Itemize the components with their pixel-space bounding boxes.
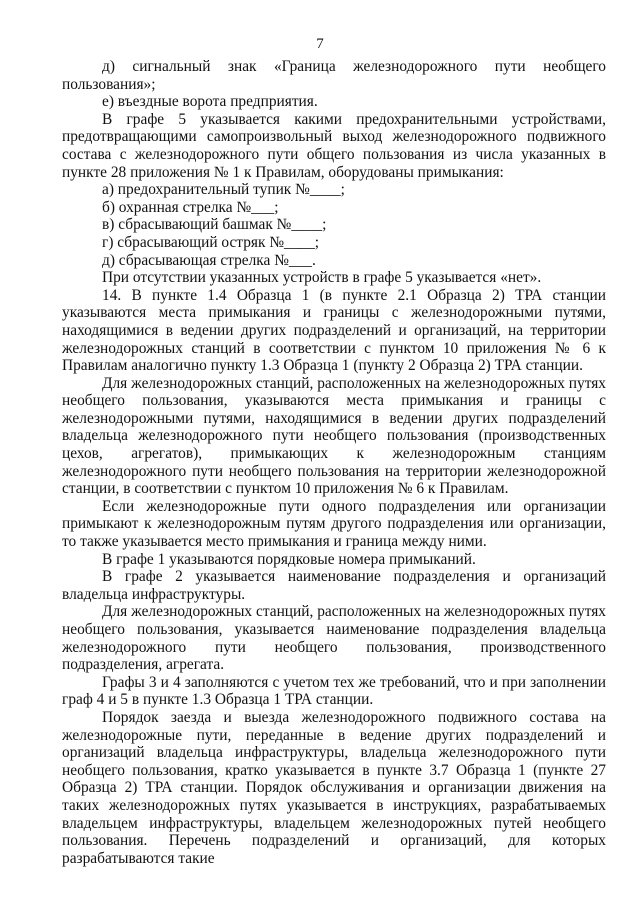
list-item: а) предохранительный тупик №____;: [102, 181, 345, 199]
paragraph: Если железнодорожные пути одного подразделения или организации примыкают к железнодорожным путям другого подразделения или организации, то также указывается место примыкания и граница между ними.: [62, 497, 606, 551]
paragraph: Порядок заезда и выезда железнодорожного подвижного состава на железнодорожные пути, переданные в ведение других подразделений и организаций владельца инфраструктуры, владельца железнодорожного пути необщего пользования, кратко указывается в пункте 3.7 Образца 1 (пункте 27 Образца 2) ТРА станции. Порядок обслуживания и организации движения на таких железнодорожных путях указывается в инструкциях, разрабатываемых владельцем инфраструктуры, владельцем железнодорожных путей необщего пользования. Перечень подразделений и организаций, для которых разрабатываются такие: [62, 708, 606, 867]
paragraph: При отсутствии указанных устройств в графе 5 указывается «нет».: [102, 269, 542, 287]
paragraph: Для железнодорожных станций, расположенных на железнодорожных путях необщего пользования, указывается наименование подразделения владельца железнодорожного пути необщего пользования, производственного подразделения, агрегата.: [62, 603, 606, 674]
list-item: д) сбрасывающая стрелка №___.: [102, 251, 316, 269]
list-item: в) сбрасывающий башмак №____;: [102, 216, 327, 234]
page-number: 7: [316, 36, 324, 52]
paragraph: е) въездные ворота предприятия.: [102, 93, 318, 111]
document-body: [62, 58, 606, 867]
paragraph: В графе 2 указывается наименование подразделения и организаций владельца инфраструктуры.: [62, 568, 606, 603]
paragraph: Графы 3 и 4 заполняются с учетом тех же требований, что и при заполнении граф 4 и 5 в пункте 1.3 Образца 1 ТРА станции.: [62, 673, 606, 709]
paragraph: В графе 1 указываются порядковые номера примыканий.: [102, 550, 476, 568]
paragraph: Для железнодорожных станций, расположенных на железнодорожных путях необщего пользования, указываются места примыкания и границы с железнодорожными путями, находящимися в ведении других подразделений владельца железнодорожного пути необщего пользования (производственных цехов, агрегатов), примыкающих к железнодорожным станциям железнодорожного пути необщего пользования на территории железнодорожной станции, в соответствии с пунктом 10 приложения № 6 к Правилам.: [62, 374, 606, 498]
paragraph: В графе 5 указывается какими предохранительными устройствами, предотвращающими самопроизвольный выход железнодорожного подвижного состава с железнодорожного пути общего пользования из числа указанных в пункте 28 приложения № 1 к Правилам, оборудованы примыкания:: [62, 110, 606, 181]
paragraph: 14. В пункте 1.4 Образца 1 (в пункте 2.1 Образца 2) ТРА станции указываются места примыкания и границы с железнодорожными путями, находящимися в ведении других подразделений и организаций, на территории железнодорожных станций в соответствии с пунктом 10 приложения № 6 к Правилам аналогично пункту 1.3 Образца 1 (пункту 2 Образца 2) ТРА станции.: [62, 286, 606, 375]
list-item: г) сбрасывающий остряк №____;: [102, 233, 320, 251]
paragraph: д) сигнальный знак «Граница железнодорожного пути необщего пользования»;: [62, 58, 606, 93]
list-item: б) охранная стрелка №___;: [102, 198, 279, 216]
